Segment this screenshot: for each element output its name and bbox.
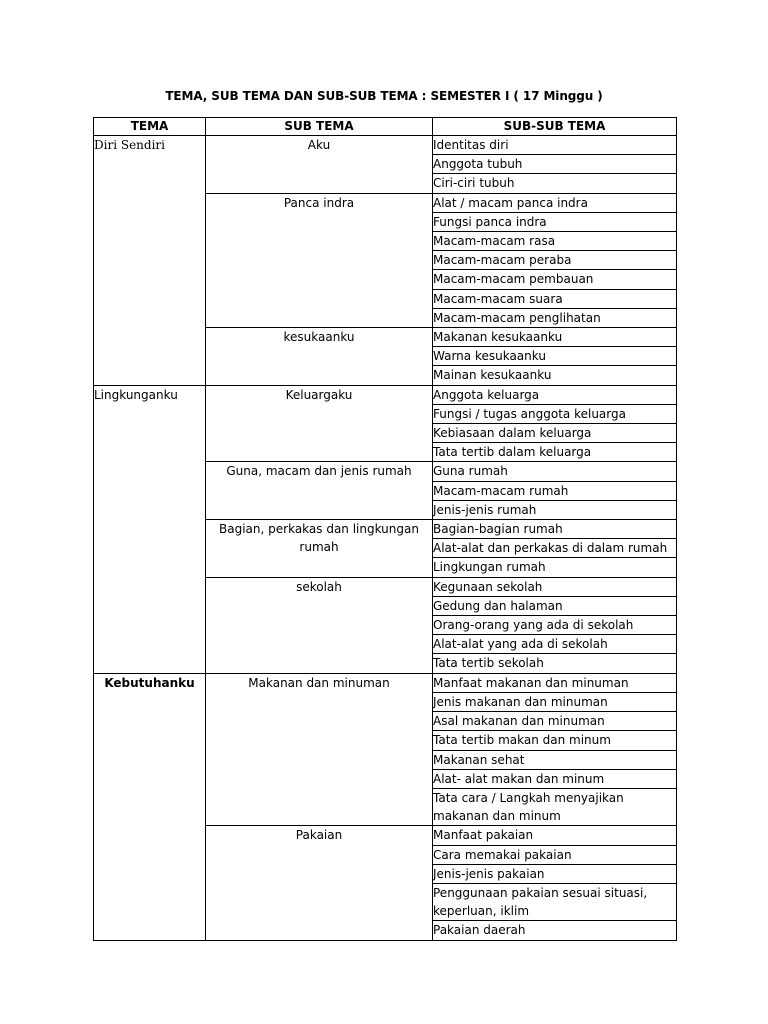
sub-sub-tema-cell: Macam-macam pembauan bbox=[433, 270, 677, 289]
sub-sub-tema-cell: Alat- alat makan dan minum bbox=[433, 769, 677, 788]
sub-tema-cell: kesukaanku bbox=[206, 328, 433, 386]
sub-sub-tema-cell: Jenis makanan dan minuman bbox=[433, 692, 677, 711]
sub-tema-cell: Aku bbox=[206, 136, 433, 194]
sub-tema-cell: Bagian, perkakas dan lingkungan rumah bbox=[206, 520, 433, 578]
tema-cell: Kebutuhanku bbox=[94, 673, 206, 940]
sub-tema-cell: sekolah bbox=[206, 577, 433, 673]
sub-sub-tema-cell: Alat / macam panca indra bbox=[433, 193, 677, 212]
sub-sub-tema-cell: Kebiasaan dalam keluarga bbox=[433, 424, 677, 443]
sub-sub-tema-cell: Manfaat pakaian bbox=[433, 826, 677, 845]
table-body bbox=[94, 136, 677, 941]
sub-sub-tema-cell: Jenis-jenis pakaian bbox=[433, 864, 677, 883]
sub-sub-tema-cell: Manfaat makanan dan minuman bbox=[433, 673, 677, 692]
sub-sub-tema-cell: Kegunaan sekolah bbox=[433, 577, 677, 596]
table-row bbox=[94, 385, 677, 404]
sub-sub-tema-cell: Mainan kesukaanku bbox=[433, 366, 677, 385]
sub-sub-tema-cell: Gedung dan halaman bbox=[433, 596, 677, 615]
sub-sub-tema-cell: Bagian-bagian rumah bbox=[433, 520, 677, 539]
sub-sub-tema-cell: Cara memakai pakaian bbox=[433, 845, 677, 864]
sub-sub-tema-cell: Fungsi panca indra bbox=[433, 212, 677, 231]
sub-sub-tema-cell: Makanan kesukaanku bbox=[433, 328, 677, 347]
sub-tema-cell: Keluargaku bbox=[206, 385, 433, 462]
header-tema: TEMA bbox=[94, 118, 206, 136]
tema-cell: Lingkunganku bbox=[94, 385, 206, 673]
sub-sub-tema-cell: Tata tertib sekolah bbox=[433, 654, 677, 673]
sub-sub-tema-cell: Pakaian daerah bbox=[433, 921, 677, 940]
sub-sub-tema-cell: Lingkungan rumah bbox=[433, 558, 677, 577]
sub-tema-cell: Pakaian bbox=[206, 826, 433, 940]
sub-sub-tema-cell: Anggota tubuh bbox=[433, 155, 677, 174]
sub-sub-tema-cell: Orang-orang yang ada di sekolah bbox=[433, 616, 677, 635]
sub-sub-tema-cell: Macam-macam rasa bbox=[433, 232, 677, 251]
sub-sub-tema-cell: Macam-macam suara bbox=[433, 289, 677, 308]
sub-sub-tema-cell: Makanan sehat bbox=[433, 750, 677, 769]
table-header-row bbox=[94, 118, 677, 136]
sub-sub-tema-cell: Ciri-ciri tubuh bbox=[433, 174, 677, 193]
sub-sub-tema-cell: Warna kesukaanku bbox=[433, 347, 677, 366]
table-row bbox=[94, 673, 677, 692]
sub-tema-cell: Makanan dan minuman bbox=[206, 673, 433, 826]
sub-sub-tema-cell: Guna rumah bbox=[433, 462, 677, 481]
sub-sub-tema-cell: Identitas diri bbox=[433, 136, 677, 155]
sub-sub-tema-cell: Macam-macam peraba bbox=[433, 251, 677, 270]
sub-sub-tema-cell: Alat-alat yang ada di sekolah bbox=[433, 635, 677, 654]
header-sub-tema: SUB TEMA bbox=[206, 118, 433, 136]
sub-sub-tema-cell: Fungsi / tugas anggota keluarga bbox=[433, 404, 677, 423]
sub-sub-tema-cell: Anggota keluarga bbox=[433, 385, 677, 404]
sub-sub-tema-cell: Tata tertib makan dan minum bbox=[433, 731, 677, 750]
sub-sub-tema-cell: Tata cara / Langkah menyajikan makanan dan minum bbox=[433, 788, 677, 825]
header-sub-sub-tema: SUB-SUB TEMA bbox=[433, 118, 677, 136]
sub-tema-cell: Guna, macam dan jenis rumah bbox=[206, 462, 433, 520]
theme-table bbox=[93, 117, 677, 941]
tema-cell: Diri Sendiri bbox=[94, 136, 206, 386]
sub-sub-tema-cell: Alat-alat dan perkakas di dalam rumah bbox=[433, 539, 677, 558]
sub-sub-tema-cell: Macam-macam penglihatan bbox=[433, 308, 677, 327]
sub-sub-tema-cell: Tata tertib dalam keluarga bbox=[433, 443, 677, 462]
table-row bbox=[94, 136, 677, 155]
sub-sub-tema-cell: Jenis-jenis rumah bbox=[433, 500, 677, 519]
sub-sub-tema-cell: Asal makanan dan minuman bbox=[433, 712, 677, 731]
sub-sub-tema-cell: Penggunaan pakaian sesuai situasi, keperluan, iklim bbox=[433, 883, 677, 920]
document-title: TEMA, SUB TEMA DAN SUB-SUB TEMA : SEMESTER I ( 17 Minggu ) bbox=[165, 89, 603, 103]
sub-tema-cell: Panca indra bbox=[206, 193, 433, 327]
sub-sub-tema-cell: Macam-macam rumah bbox=[433, 481, 677, 500]
